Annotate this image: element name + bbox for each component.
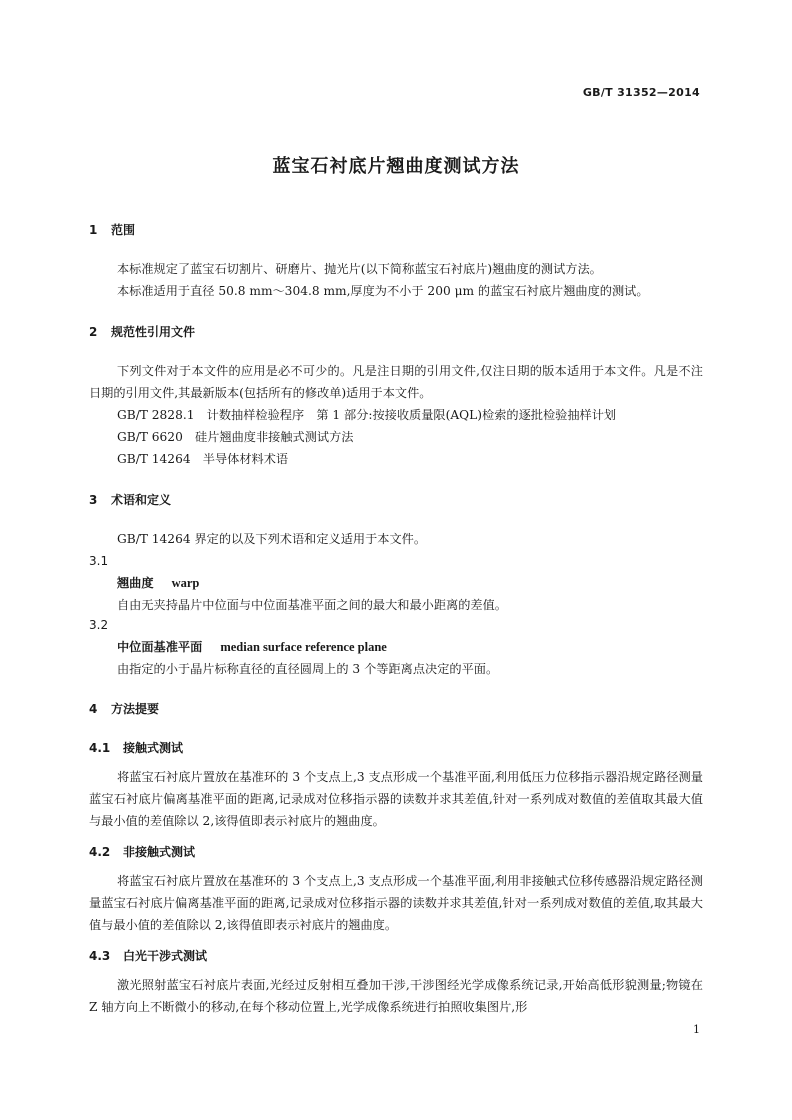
section-1-paragraph-2: 本标准适用于直径 50.8 mm～304.8 mm,厚度为不小于 200 μm 的蓝宝石衬底片翘曲度的测试。 xyxy=(117,284,649,298)
section-title: 术语和定义 xyxy=(111,493,172,507)
section-number: 1 xyxy=(89,223,98,237)
subsection-4-1-text: 将蓝宝石衬底片置放在基准环的 3 个支点上,3 支点形成一个基准平面,利用低压力位移指示器沿规定路径测量蓝宝石衬底片偏离基准平面的距离,记录成对位移指示器的读数并求其差值,针对一系列成对数值的差值取其最大值与最小值的差值除以 2,该得值即表示衬底片的翘曲度。 xyxy=(89,770,703,828)
section-2-heading xyxy=(89,323,195,340)
section-1-heading xyxy=(89,221,135,238)
subsection-number: 4.2 xyxy=(89,845,111,859)
section-title: 方法提要 xyxy=(111,702,160,716)
term-entry xyxy=(117,574,199,591)
term-definition: 由指定的小于晶片标称直径的直径圆周上的 3 个等距离点决定的平面。 xyxy=(117,662,499,676)
subsection-number: 4.1 xyxy=(89,741,111,755)
term-number: 3.1 xyxy=(89,554,109,568)
section-4-heading xyxy=(89,700,159,717)
section-number: 2 xyxy=(89,325,98,339)
term-entry xyxy=(117,638,387,655)
subsection-4-2-text: 将蓝宝石衬底片置放在基准环的 3 个支点上,3 支点形成一个基准平面,利用非接触式位移传感器沿规定路径测量蓝宝石衬底片偏离基准平面的距离,记录成对位移指示器的读数并求其差值,针对一系列成对数值的差值,取其最大值与最小值的差值除以 2,该得值即表示衬底片的翘曲度。 xyxy=(89,874,703,932)
section-3-intro: GB/T 14264 界定的以及下列术语和定义适用于本文件。 xyxy=(117,532,427,546)
standard-code: GB/T 31352—2014 xyxy=(582,86,700,99)
page-number: 1 xyxy=(693,1023,700,1036)
section-number: 4 xyxy=(89,702,98,716)
term-definition: 自由无夹持晶片中位面与中位面基准平面之间的最大和最小距离的差值。 xyxy=(117,598,507,612)
subsection-4-1-heading xyxy=(89,739,183,756)
section-3-heading xyxy=(89,491,171,508)
section-1-paragraph-1: 本标准规定了蓝宝石切割片、研磨片、抛光片(以下简称蓝宝石衬底片)翘曲度的测试方法。 xyxy=(117,262,602,276)
subsection-title: 非接触式测试 xyxy=(123,845,196,859)
section-title: 范围 xyxy=(111,223,136,237)
section-title: 规范性引用文件 xyxy=(111,325,196,339)
subsection-4-3-heading xyxy=(89,947,207,964)
reference-item: GB/T 6620 硅片翘曲度非接触式测试方法 xyxy=(117,430,354,444)
term-english: median surface reference plane xyxy=(220,640,387,654)
term-chinese: 翘曲度 xyxy=(117,576,154,590)
term-number: 3.2 xyxy=(89,618,109,632)
subsection-title: 白光干涉式测试 xyxy=(123,949,208,963)
term-english: warp xyxy=(171,576,200,590)
document-title: 蓝宝石衬底片翘曲度测试方法 xyxy=(272,156,520,177)
subsection-number: 4.3 xyxy=(89,949,111,963)
section-number: 3 xyxy=(89,493,98,507)
subsection-4-3-text: 激光照射蓝宝石衬底片表面,光经过反射相互叠加干涉,干涉图经光学成像系统记录,开始高低形貌测量;物镜在 Z 轴方向上不断微小的移动,在每个移动位置上,光学成像系统进行拍照收集图片,形 xyxy=(89,978,703,1014)
subsection-title: 接触式测试 xyxy=(123,741,184,755)
term-chinese: 中位面基准平面 xyxy=(117,640,203,654)
subsection-4-2-heading xyxy=(89,843,195,860)
reference-item: GB/T 2828.1 计数抽样检验程序 第 1 部分:按接收质量限(AQL)检索的逐批检验抽样计划 xyxy=(117,408,617,422)
section-2-intro: 下列文件对于本文件的应用是必不可少的。凡是注日期的引用文件,仅注日期的版本适用于本文件。凡是不注日期的引用文件,其最新版本(包括所有的修改单)适用于本文件。 xyxy=(89,364,703,400)
reference-item: GB/T 14264 半导体材料术语 xyxy=(117,452,289,466)
